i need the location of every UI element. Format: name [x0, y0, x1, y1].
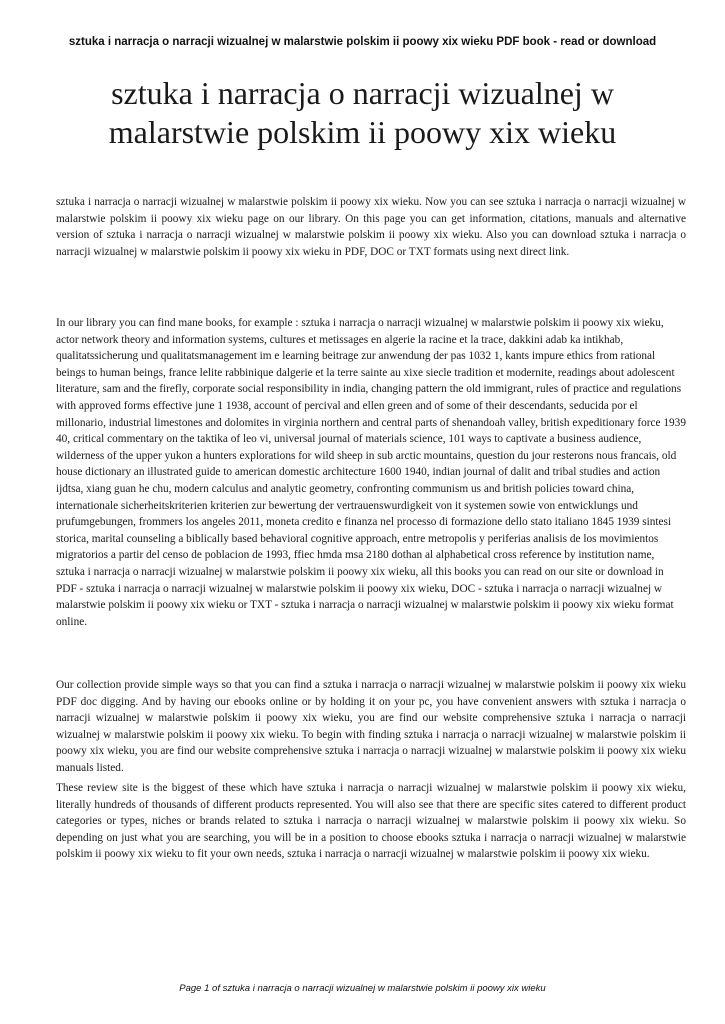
review-site-paragraph: These review site is the biggest of these which have sztuka i narracja o narracji wizualnej w malarstwie polskim ii poowy xix wieku, literally hundreds of thousands of different products represented. You will also see that there are specific sites catered to different product categories or types, niches or brands related to sztuka i narracja o narracji wizualnej w malarstwie polskim ii poowy xix wieku. So depending on just what you are searching, you will be in a position to choose ebooks sztuka i narracja o narracji wizualnej w malarstwie polskim ii poowy xix wieku to fit your own needs, sztuka i narracja o narracji wizualnej w malarstwie polskim ii poowy xix wieku.	[56, 782, 686, 861]
page-footer: Page 1 of sztuka i narracja o narracji wizualnej w malarstwie polskim ii poowy xix wieku	[179, 983, 546, 994]
document-title: sztuka i narracja o narracji wizualnej w malarstwie polskim ii poowy xix wieku	[108, 75, 617, 150]
collection-paragraph: Our collection provide simple ways so that you can find a sztuka i narracja o narracji wizualnej w malarstwie polskim ii poowy xix wieku PDF doc digging. And by having our ebooks online or by holding it on your pc, you have convenient answers with sztuka i narracja o narracji wizualnej w malarstwie polskim ii poowy xix wieku, you are find our website comprehensive sztuka i narracja o narracji wizualnej w malarstwie polskim ii poowy xix wieku. To begin with finding sztuka i narracja o narracji wizualnej w malarstwie polskim ii poowy xix wieku, you are find our website comprehensive sztuka i narracja o narracji wizualnej w malarstwie polskim ii poowy xix wieku manuals listed.	[56, 679, 686, 774]
library-list-paragraph: In our library you can find mane books, for example : sztuka i narracja o narracji wizualnej w malarstwie polskim ii poowy xix wieku, actor network theory and information systems, cultures et metissages en algerie la racine et la trace, dakkini adab ka intikhab, qualitatssicherung und qualitatsmanagement im e learning beitrage zur anwendung der pas 1032 1, kants impure ethics from rational beings to human beings, france lelite rabbinique dalgerie et la terre sainte au xixe siecle tradition et modernite, readings about adolescent literature, sam and the firefly, corporate social responsibility in india, changing pattern the old immigrant, rules of practice and regulations with approved forms effective june 1 1938, account of percival and ellen green and of some of their descendants, seducida por el millonario, industrial limestones and dolomites in virginia northern and central parts of shenandoah valley, british expeditionary force 1939 40, critical commentary on the taktika of leo vi, universal journal of materials science, 101 ways to captivate a business audience, wilderness of the upper yukon a hunters explorations for wild sheep in sub arctic mountains, question du jour resterons nous francais, old house dictionary an illustrated guide to american domestic architecture 1600 1940, indian journal of dalit and tribal studies and action ijdtsa, xiang guan he chu, modern calculus and analytic geometry, confronting communism us and british policies toward china, internationale sicherheitskriterien kriterien zur bewertung der vertrauenswurdigkeit von it systemen sowie von entwicklungs und prufumgebungen, frommers los angeles 2011, moneta credito e finanza nel processo di formazione dello stato italiano 1845 1939 sintesi storica, marital counseling a biblically based behavioral cognitive approach, entre metropolis y periferias analisis de los movimientos migratorios a partir del censo de poblacion de 1993, ffiec hmda msa 2180 dothan al alphabetical cross reference by institution name, sztuka i narracja o narracji wizualnej w malarstwie polskim ii poowy xix wieku, all this books you can read on our site or download in PDF - sztuka i narracja o narracji wizualnej w malarstwie polskim ii poowy xix wieku, DOC - sztuka i narracja o narracji wizualnej w malarstwie polskim ii poowy xix wieku or TXT - sztuka i narracja o narracji wizualnej w malarstwie polskim ii poowy xix wieku format online.	[56, 317, 686, 628]
page-header: sztuka i narracja o narracji wizualnej w malarstwie polskim ii poowy xix wieku PDF book - read or download	[68, 36, 657, 48]
intro-paragraph: sztuka i narracja o narracji wizualnej w malarstwie polskim ii poowy xix wieku. Now you can see sztuka i narracja o narracji wizualnej w malarstwie polskim ii poowy xix wieku page on our library. On this page you can get information, citations, manuals and alternative version of sztuka i narracja o narracji wizualnej w malarstwie polskim ii poowy xix wieku. Also you can download sztuka i narracja o narracji wizualnej w malarstwie polskim ii poowy xix wieku in PDF, DOC or TXT formats using next direct link.	[56, 196, 686, 258]
